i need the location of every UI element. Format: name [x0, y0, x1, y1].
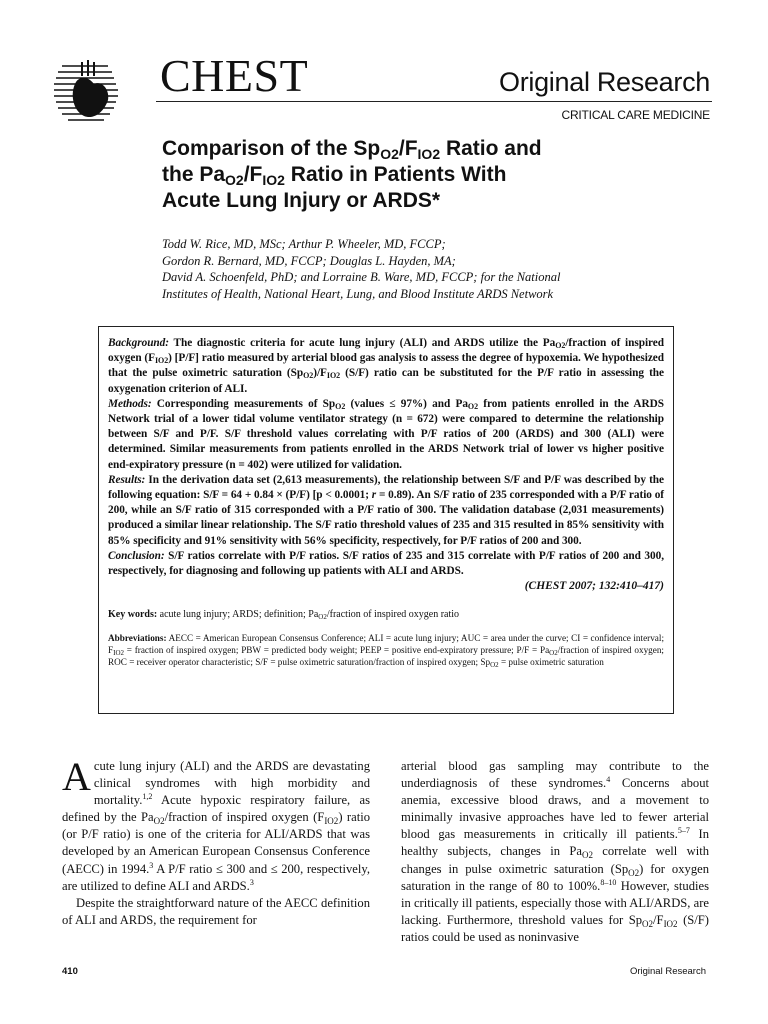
chest-logo [48, 56, 152, 134]
body-column-right [401, 758, 709, 946]
author-line: Todd W. Rice, MD, MSc; Arthur P. Wheeler, MD, FCCP; [162, 237, 446, 251]
article-title [162, 136, 682, 214]
drop-cap: A [62, 754, 91, 799]
body-column-left [62, 754, 371, 929]
conclusion-label: Conclusion: [108, 549, 165, 562]
abstract-conclusion: Conclusion: S/F ratios correlate with P/F ratios. S/F ratios of 235 and 315 correlate with P/F ratios of 200 and 300, respectively, for diagnosing and following up patients with ALI and ARDS. [108, 549, 664, 578]
methods-label: Methods: [108, 397, 152, 410]
abstract-box [98, 326, 674, 714]
abstract-results: Results: In the derivation data set (2,613 measurements), the relationship between S/F and P/F was described by the following equation: S/F = 64 + 0.84 × (P/F) [p < 0.0001; r = 0.89). An S/F ratio of 235 corresponded with a P/F ratio of 200, while an S/F ratio of 315 corresponded with a P/F ratio of 300. The validation database (2,031 measurements) produced a similar linear relationship. The S/F ratio threshold values of 235 and 315 resulted in 85% sensitivity with 85% specificity and 91% sensitivity with 56% specificity, respectively, for P/F ratios of 200 and 300. [108, 473, 665, 547]
body-paragraph: Despite the straightforward nature of the AECC definition of ALI and ARDS, the requirement for [62, 895, 370, 927]
body-paragraph: arterial blood gas sampling may contribute to the underdiagnosis of these syndromes.$^4$ Concerns about anemia, excessive blood draws, and a movement to minimally invasive approaches have led to fewer arterial blood gas measurements in critically ill patients.$^{5-7}$ In healthy subjects, changes in $Pa_{O2}$ correlate well with changes in pulse oximetric saturation $(Sp_{O2})$ for oxygen saturation in the range of 80 to 100%.$^{8-10}$ However, studies in critically ill patients, especially those with ALI/ARDS, are lacking. Furthermore, threshold values for $Sp_{O2}/F_{IO2}$ (S/F) ratios could be used as noninvasive [401, 759, 710, 944]
section-label: Original Research [499, 67, 710, 97]
journal-name: CHEST [160, 50, 309, 101]
author-line: Institutes of Health, National Heart, Lung, and Blood Institute ARDS Network [162, 286, 554, 301]
results-label: Results: [108, 473, 146, 486]
abbreviations-label: Abbreviations: [108, 633, 167, 644]
abstract-background: Background: The diagnostic criteria for acute lung injury (ALI) and ARDS utilize the $Pa_{O2}$/fraction of inspired oxygen $(F_{IO2})$ [P/F] ratio measured by arterial blood gas analysis to assess the degree of hypoxemia. We hypothesized that the pulse oximetric saturation $(Sp_{O2})/F_{IO2}$ (S/F) ratio can be substituted for the P/F ratio in assessing the oxygenation criterion of ALI. [108, 337, 664, 395]
abstract-methods: Methods: Corresponding measurements of $Sp_{O2}$ (values ≤ 97%) and $Pa_{O2}$ from patients enrolled in the ARDS Network trial of a lower tidal volume ventilator strategy (n = 672) were compared to determine the relationship between S/F and P/F. S/F threshold values correlating with P/F ratios of 200 (ARDS) and 300 (ALI) were determined. Similar measurements from patients enrolled in the ARDS Network trial of lower vs higher positive end-expiratory pressure (n = 402) were utilized for validation. [108, 397, 664, 471]
citation: (CHEST 2007; 132:410–417) [524, 580, 664, 593]
abbreviations: Abbreviations: AECC = American European Consensus Conference; ALI = acute lung injury; AUC = area under the curve; CI = confidence interval; $F_{IO2}$ = fraction of inspired oxygen; PBW = predicted body weight; PEEP = positive end-expiratory pressure; $P/F = Pa_{O2}$/fraction of inspired oxygen; ROC = receiver operator characteristic; S/F = pulse oximetric saturation/fraction of inspired oxygen; $Sp_{O2}$ = pulse oximetric saturation [108, 633, 664, 670]
subsection-label: CRITICAL CARE MEDICINE [561, 108, 710, 122]
keywords-label: Key words: [108, 609, 158, 621]
author-list [162, 236, 722, 302]
footer-section-label: Original Research [629, 966, 706, 977]
background-label: Background: [108, 337, 169, 349]
page-number: 410 [62, 966, 78, 977]
author-line: Gordon R. Bernard, MD, FCCP; Douglas L. Hayden, MA; [162, 253, 456, 268]
keywords: Key words: acute lung injury; ARDS; definition; $Pa_{O2}$/fraction of inspired oxygen ratio [108, 609, 460, 622]
abstract [108, 336, 664, 579]
title-line-2: the $Pa_{O2}/F_{IO2}$ Ratio in Patients With [162, 163, 507, 188]
author-line: David A. Schoenfeld, PhD; and Lorraine B. Ware, MD, FCCP; for the National [162, 270, 561, 284]
title-line-3: Acute Lung Injury or ARDS* [162, 189, 441, 212]
body-paragraph: Acute lung injury (ALI) and the ARDS are devastating clinical syndromes with high morbidity and mortality.$^{1,2}$ Acute hypoxic respiratory failure, as defined by the $Pa_{O2}$/fraction of inspired oxygen $(F_{IO2})$ ratio (or P/F ratio) is one of the criteria for ALI/ARDS that was developed by an American European Consensus Conference (AECC) in 1994.$^3$ A P/F ratio ≤ 300 and ≤ 200, respectively, are utilized to define ALI and ARDS.$^3$ [62, 754, 371, 893]
title-line-1: Comparison of the $Sp_{O2}/F_{IO2}$ Ratio and [162, 137, 542, 162]
header-divider [156, 101, 712, 102]
